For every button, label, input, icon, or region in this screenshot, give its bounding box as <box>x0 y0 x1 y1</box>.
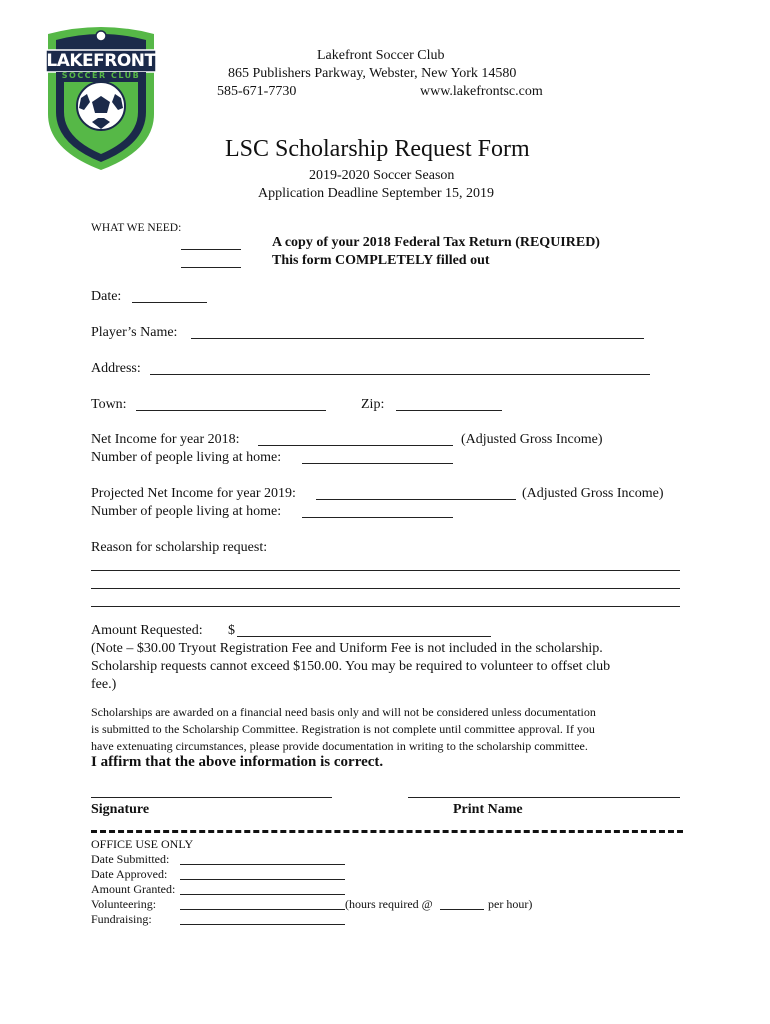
people-home-input-1[interactable] <box>302 463 453 464</box>
player-name-input[interactable] <box>191 338 644 339</box>
policy-line-2: is submitted to the Scholarship Committee. Registration is not complete until committee approval. If you <box>91 722 595 736</box>
season-text: 2019-2020 Soccer Season <box>309 168 455 183</box>
dollar-sign: $ <box>228 623 235 638</box>
date-submitted-input[interactable] <box>180 864 345 865</box>
signature-input[interactable] <box>91 797 332 798</box>
net-income-input[interactable] <box>258 445 453 446</box>
projected-income-input[interactable] <box>316 499 516 500</box>
print-name-input[interactable] <box>408 797 680 798</box>
club-name: Lakefront Soccer Club <box>317 48 445 63</box>
club-website[interactable]: www.lakefrontsc.com <box>420 84 543 99</box>
date-approved-label: Date Approved: <box>91 867 168 881</box>
need-item-form-complete: This form COMPLETELY filled out <box>272 253 490 268</box>
reason-input-line-3[interactable] <box>91 606 680 607</box>
adjusted-gross-note-1: (Adjusted Gross Income) <box>461 432 603 447</box>
office-heading: OFFICE USE ONLY <box>91 837 194 851</box>
deadline-text: Application Deadline September 15, 2019 <box>258 186 494 201</box>
policy-line-3: have extenuating circumstances, please provide documentation in writing to the scholarship committee. <box>91 739 588 753</box>
reason-input-line-2[interactable] <box>91 588 680 589</box>
checkbox-line-tax-return[interactable] <box>181 249 241 250</box>
zip-label: Zip: <box>361 397 385 412</box>
note-line-3: fee.) <box>91 677 117 692</box>
date-input[interactable] <box>132 302 207 303</box>
page-title: LSC Scholarship Request Form <box>225 136 530 162</box>
date-label: Date: <box>91 289 122 304</box>
date-approved-input[interactable] <box>180 879 345 880</box>
policy-line-1: Scholarships are awarded on a financial need basis only and will not be considered unless documentation <box>91 705 596 719</box>
club-phone: 585-671-7730 <box>217 84 297 99</box>
checkbox-line-form-complete[interactable] <box>181 267 241 268</box>
club-address: 865 Publishers Parkway, Webster, New York 14580 <box>228 66 517 81</box>
fundraising-input[interactable] <box>180 924 345 925</box>
per-hour-label: per hour) <box>488 897 533 911</box>
player-name-label: Player’s Name: <box>91 325 178 340</box>
club-logo <box>40 22 162 172</box>
logo-subtitle: SOCCER CLUB <box>61 71 141 80</box>
zip-input[interactable] <box>396 410 502 411</box>
address-label: Address: <box>91 361 141 376</box>
affirmation-statement: I affirm that the above information is correct. <box>91 754 384 770</box>
office-divider <box>91 830 683 833</box>
reason-label: Reason for scholarship request: <box>91 540 268 555</box>
needs-heading: WHAT WE NEED: <box>91 222 182 234</box>
amount-granted-input[interactable] <box>180 894 345 895</box>
adjusted-gross-note-2: (Adjusted Gross Income) <box>522 486 664 501</box>
hours-required-label: (hours required @ <box>345 897 433 911</box>
town-label: Town: <box>91 397 127 412</box>
people-home-label-2: Number of people living at home: <box>91 504 282 519</box>
amount-granted-label: Amount Granted: <box>91 882 176 896</box>
net-income-label: Net Income for year 2018: <box>91 432 240 447</box>
hourly-rate-input[interactable] <box>440 909 484 910</box>
logo-wordmark: LAKEFRONT <box>46 51 156 71</box>
address-input[interactable] <box>150 374 650 375</box>
fundraising-label: Fundraising: <box>91 912 152 926</box>
date-submitted-label: Date Submitted: <box>91 852 170 866</box>
note-line-1: (Note – $30.00 Tryout Registration Fee and Uniform Fee is not included in the scholarship. <box>91 641 603 656</box>
people-home-input-2[interactable] <box>302 517 453 518</box>
volunteering-label: Volunteering: <box>91 897 157 911</box>
projected-income-label: Projected Net Income for year 2019: <box>91 486 296 501</box>
volunteering-input[interactable] <box>180 909 345 910</box>
note-line-2: Scholarship requests cannot exceed $150.00. You may be required to volunteer to offset club <box>91 659 611 674</box>
amount-requested-input[interactable] <box>237 636 491 637</box>
town-input[interactable] <box>136 410 326 411</box>
need-item-tax-return: A copy of your 2018 Federal Tax Return (REQUIRED) <box>272 235 600 250</box>
amount-requested-label: Amount Requested: <box>91 623 203 638</box>
reason-input-line-1[interactable] <box>91 570 680 571</box>
people-home-label-1: Number of people living at home: <box>91 450 282 465</box>
print-name-label: Print Name <box>453 802 523 817</box>
signature-label: Signature <box>91 802 150 817</box>
